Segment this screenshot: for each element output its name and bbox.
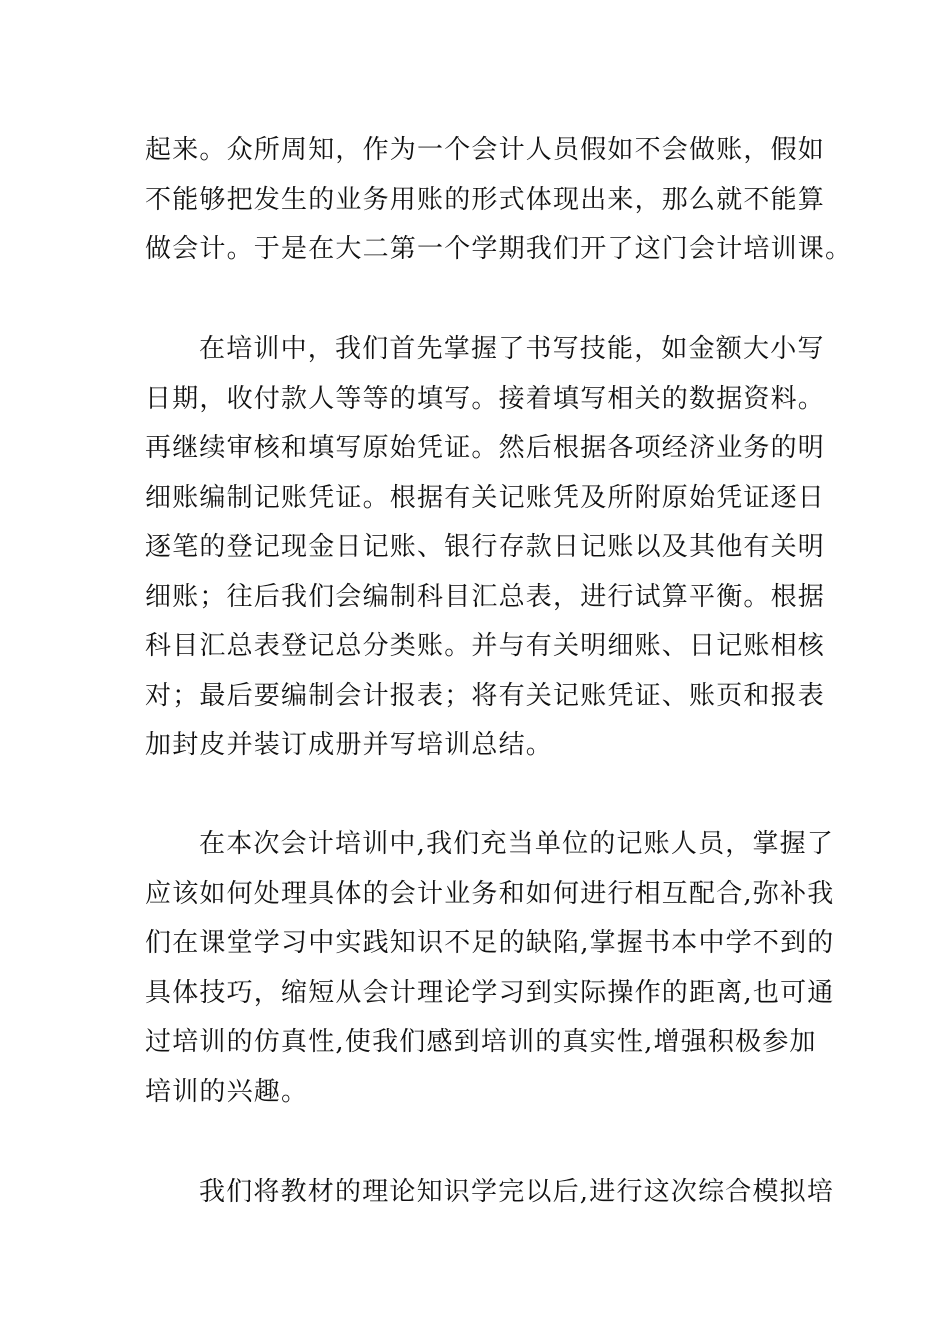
paragraph-2-line-4: 细账编制记账凭证。根据有关记账凭及所附原始凭证逐日	[145, 482, 826, 513]
paragraph-3-line-5: 过培训的仿真性,使我们感到培训的真实性,增强积极参加	[145, 1027, 817, 1057]
paragraph-2-line-3: 再继续审核和填写原始凭证。然后根据各项经济业务的明	[145, 433, 826, 463]
paragraph-2-line-9: 加封皮并装订成册并写培训总结。	[145, 730, 554, 760]
paragraph-3-line-6: 培训的兴趣。	[145, 1076, 309, 1107]
paragraph-3-line-2: 应该如何处理具体的会计业务和如何进行相互配合,弥补我	[145, 878, 835, 909]
paragraph-1	[145, 126, 853, 275]
paragraph-2-line-8: 对；最后要编制会计报表；将有关记账凭证、账页和报表	[145, 680, 826, 711]
paragraph-1-line-2: 不能够把发生的业务用账的形式体现出来，那么就不能算	[145, 184, 826, 215]
paragraph-3-line-1: 在本次会计培训中,我们充当单位的记账人员，掌握了	[199, 829, 835, 859]
paragraph-2	[145, 325, 826, 771]
paragraph-2-line-2: 日期，收付款人等等的填写。接着填写相关的数据资料。	[145, 383, 826, 414]
paragraph-3-line-3: 们在课堂学习中实践知识不足的缺陷,掌握书本中学不到的	[145, 928, 835, 958]
paragraph-2-line-1: 在培训中，我们首先掌握了书写技能，如金额大小写	[199, 334, 825, 364]
paragraph-4-line-1: 我们将教材的理论知识学完以后,进行这次综合模拟培	[199, 1177, 835, 1207]
paragraph-2-line-5: 逐笔的登记现金日记账、银行存款日记账以及其他有关明	[145, 532, 826, 562]
paragraph-1-line-1: 起来。众所周知，作为一个会计人员假如不会做账，假如	[145, 135, 826, 165]
paragraph-2-line-6: 细账；往后我们会编制科目汇总表，进行试算平衡。根据	[145, 581, 826, 612]
paragraph-4	[145, 1168, 835, 1218]
paragraph-1-line-3: 做会计。于是在大二第一个学期我们开了这门会计培训课。	[145, 234, 853, 264]
paragraph-3-line-4: 具体技巧，缩短从会计理论学习到实际操作的距离,也可通	[145, 977, 835, 1008]
paragraph-2-line-7: 科目汇总表登记总分类账。并与有关明细账、日记账相核	[145, 631, 826, 661]
paragraph-3	[145, 820, 835, 1117]
